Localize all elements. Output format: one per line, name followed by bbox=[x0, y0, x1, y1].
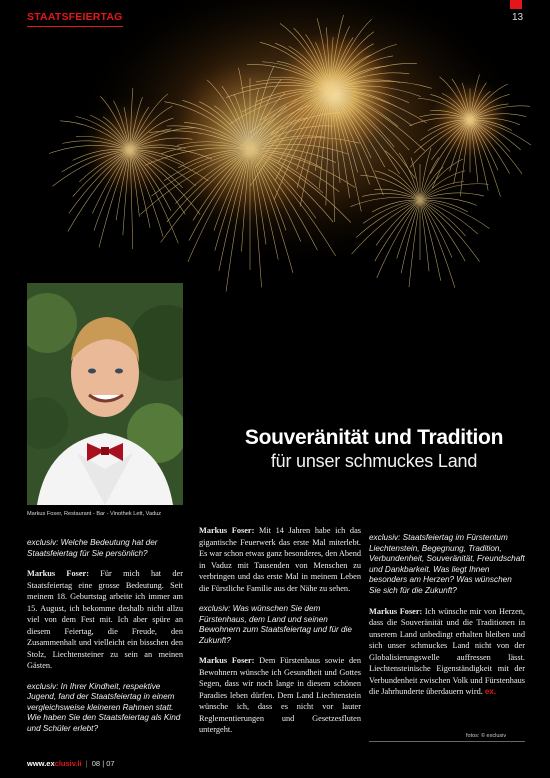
footer-url-prefix[interactable]: www.ex bbox=[27, 759, 55, 768]
fireworks-image bbox=[0, 0, 550, 310]
text-column-2 bbox=[199, 525, 361, 746]
photo-caption: Markus Foser, Restaurant - Bar - Vinothek Lett, Vaduz bbox=[27, 511, 162, 517]
answer-4: Markus Foser: Ich wünsche mir von Herzen, dass die Souveränität und die Traditionen in unserem Land unbedingt erhalten bleiben und sich unser schmuckes Land nicht von der Globalisierungswelle auffressen lässt. Liechtensteinische Eigenständigkeit mit der Verbundenheit zwischen Volk und Fürstenhaus die Jahrhunderte überdauern wird. ex. bbox=[369, 606, 525, 697]
section-label: STAATSFEIERTAG bbox=[27, 11, 123, 23]
headline-subtitle: für unser schmuckes Land bbox=[270, 451, 478, 471]
answer-3: Markus Foser: Dem Fürstenhaus sowie den Bewohnern wünsche ich Gesundheit und Gottes Segen, dass wir noch lange in diesem schönen Paradies leben dürfen. Dem Land Liechtenstein wünsche ich, dass es nicht vor lauter Reglementierungen und Gesetzesfluten untergeht. bbox=[199, 656, 361, 735]
text-column-1 bbox=[27, 538, 183, 744]
headline-title: Souveränität und Tradition bbox=[244, 426, 504, 449]
photo-credits: fotos: © exclusiv bbox=[466, 733, 507, 739]
credits-rule bbox=[369, 741, 525, 742]
page-number: 13 bbox=[512, 12, 524, 23]
footer-separator: | bbox=[85, 759, 88, 768]
answer-1: Markus Foser: Für mich hat der Staatsfeiertag eine grosse Bedeutung. Seit meinem 18. Geburtstag arbeite ich immer am 15. August, ich bekomme deshalb nicht allzu viel von dem Fest mit. Ich aber spüre an diesem Feiertag, die Freude, den Zusammenhalt und vielleicht ein bisschen den Stolz, Liechtensteiner zu sein an meinen Gästen. bbox=[27, 569, 183, 671]
footer-url-suffix[interactable]: clusiv.li bbox=[54, 759, 82, 768]
question-3: exclusiv: Was wünschen Sie dem Fürstenhaus, dem Land und seinen Bewohnern zum Staatsfeiertag und für die Zukunft? bbox=[199, 604, 352, 645]
question-1: exclusiv: Welche Bedeutung hat der Staatsfeiertag für Sie persönlich? bbox=[27, 538, 158, 558]
answer-2: Markus Foser: Mit 14 Jahren habe ich das gigantische Feuerwerk das erste Mal miterlebt. Es war schon etwas ganz besonderes, den Abend in Vaduz mit Tausenden von Menschen zu verbringen und das erste Mal in meinem Leben die Fürstliche Familie aus der Nähe zu sehen. bbox=[199, 526, 361, 593]
text-column-3 bbox=[369, 533, 525, 708]
end-mark: ex. bbox=[484, 687, 497, 697]
portrait-photo bbox=[27, 283, 183, 505]
footer-issue: 08 | 07 bbox=[91, 759, 115, 768]
page-tab-marker bbox=[510, 0, 522, 9]
question-4: exclusiv: Staatsfeiertag im Fürstentum Liechtenstein, Begegnung, Tradition, Verbundenheit, Souveränität, Freundschaft und Dankbarkeit. Was liegt Ihnen besonders am Herzen? Was wünschen Sie sich für die Zukunft? bbox=[369, 533, 525, 595]
footer bbox=[27, 759, 115, 768]
headline bbox=[214, 426, 534, 472]
question-2: exclusiv: In Ihrer Kindheit, respektive Jugend, fand der Staatsfeiertag in einem vergleichsweise kleineren Rahmen statt. Wie haben Sie den Staatsfeiertag als Kind und Schüler erlebt? bbox=[27, 681, 181, 734]
section-rule bbox=[27, 26, 123, 27]
